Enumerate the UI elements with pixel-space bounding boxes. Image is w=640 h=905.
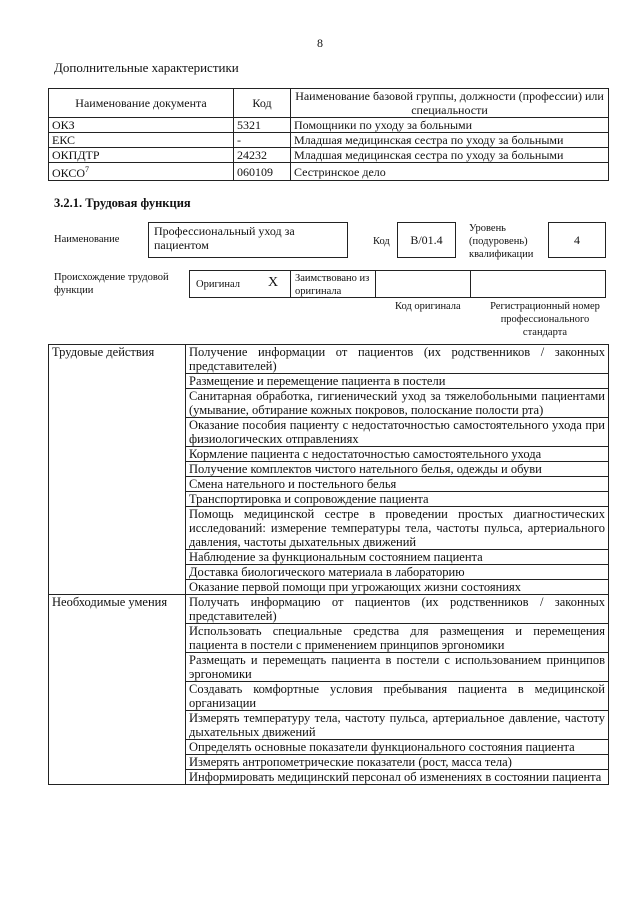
origin-strip bbox=[189, 270, 606, 298]
codes-cell-code: 5321 bbox=[234, 118, 291, 133]
codes-cell-document bbox=[49, 163, 234, 181]
labor-item: Получение информации от пациентов (их родственников / законных представителей) bbox=[186, 345, 609, 374]
labor-row bbox=[49, 595, 609, 624]
page-number: 8 bbox=[317, 36, 323, 50]
borrowed-label: Заимствовано из оригинала bbox=[295, 273, 370, 297]
function-title: 3.2.1. Трудовая функция bbox=[54, 196, 191, 210]
section-title: Дополнительные характеристики bbox=[54, 60, 239, 75]
codes-header-document: Наименование документа bbox=[49, 89, 234, 118]
reg-number-caption: Регистрационный номер профессионального стандарта bbox=[490, 301, 600, 338]
name-label: Наименование bbox=[54, 234, 120, 245]
codes-cell-code: 24232 bbox=[234, 148, 291, 163]
code-label: Код bbox=[373, 236, 390, 247]
labor-item: Измерять антропометрические показатели (рост, масса тела) bbox=[186, 755, 609, 770]
labor-item: Транспортировка и сопровождение пациента bbox=[186, 492, 609, 507]
name-box bbox=[148, 222, 348, 258]
origin-divider bbox=[375, 270, 376, 298]
codes-header-code: Код bbox=[234, 89, 291, 118]
labor-item: Оказание первой помощи при угрожающих жизни состояниях bbox=[186, 580, 609, 595]
labor-item: Использовать специальные средства для размещения и перемещения пациента в постели с применением принципов эргономики bbox=[186, 624, 609, 653]
labor-item: Смена нательного и постельного белья bbox=[186, 477, 609, 492]
codes-header-group: Наименование базовой группы, должности (профессии) или специальности bbox=[291, 89, 609, 118]
codes-cell-group: Помощники по уходу за больными bbox=[291, 118, 609, 133]
labor-item: Определять основные показатели функционального состояния пациента bbox=[186, 740, 609, 755]
level-box bbox=[548, 222, 606, 258]
okso-label: ОКСО bbox=[52, 166, 86, 180]
labor-item: Получение комплектов чистого нательного белья, одежды и обуви bbox=[186, 462, 609, 477]
codes-table bbox=[48, 88, 609, 181]
codes-row bbox=[49, 133, 609, 148]
group-heading: Трудовые действия bbox=[49, 345, 186, 595]
codes-cell-document: ЕКС bbox=[49, 133, 234, 148]
codes-cell-code: - bbox=[234, 133, 291, 148]
labor-table bbox=[48, 344, 609, 785]
labor-item: Санитарная обработка, гигиенический уход за тяжелобольными пациентами (умывание, обтирание кожных покровов, полоскание полости рта) bbox=[186, 389, 609, 418]
labor-item: Наблюдение за функциональным состоянием пациента bbox=[186, 550, 609, 565]
labor-item: Информировать медицинский персонал об изменениях в состоянии пациента bbox=[186, 770, 609, 785]
labor-item: Создавать комфортные условия пребывания пациента в медицинской организации bbox=[186, 682, 609, 711]
labor-item: Кормление пациента с недостаточностью самостоятельного ухода bbox=[186, 447, 609, 462]
codes-cell-group: Младшая медицинская сестра по уходу за больными bbox=[291, 148, 609, 163]
origin-divider bbox=[290, 270, 291, 298]
labor-item: Получать информацию от пациентов (их родственников / законных представителей) bbox=[186, 595, 609, 624]
labor-item: Оказание пособия пациенту с недостаточностью самостоятельного ухода при физиологических отправлениях bbox=[186, 418, 609, 447]
okso-footnote: 7 bbox=[85, 165, 90, 174]
codes-cell-document: ОКЗ bbox=[49, 118, 234, 133]
labor-item: Доставка биологического материала в лабораторию bbox=[186, 565, 609, 580]
codes-cell-group: Младшая медицинская сестра по уходу за больными bbox=[291, 133, 609, 148]
codes-row bbox=[49, 148, 609, 163]
original-label: Оригинал bbox=[196, 279, 240, 290]
original-code-caption: Код оригинала bbox=[395, 301, 461, 312]
codes-row bbox=[49, 118, 609, 133]
level-label: Уровень (подуровень) квалификации bbox=[469, 223, 534, 260]
labor-item: Помощь медицинской сестре в проведении простых диагностических исследований: измерение температуры тела, частоты пульса, артериального давления, частоты дыхательных движений bbox=[186, 507, 609, 550]
origin-divider bbox=[470, 270, 471, 298]
original-mark: X bbox=[268, 275, 279, 290]
group-heading: Необходимые умения bbox=[49, 595, 186, 785]
codes-row bbox=[49, 163, 609, 181]
labor-item: Измерять температуру тела, частоту пульса, артериальное давление, частоту дыхательных движений bbox=[186, 711, 609, 740]
labor-item: Размещение и перемещение пациента в постели bbox=[186, 374, 609, 389]
code-box bbox=[397, 222, 456, 258]
codes-cell-document: ОКПДТР bbox=[49, 148, 234, 163]
codes-header-row bbox=[49, 89, 609, 118]
origin-label: Происхождение трудовой функции bbox=[54, 272, 169, 296]
labor-row bbox=[49, 345, 609, 374]
level-value: 4 bbox=[574, 233, 580, 247]
labor-item: Размещать и перемещать пациента в постели с использованием принципов эргономики bbox=[186, 653, 609, 682]
name-value: Профессиональный уход за пациентом bbox=[154, 224, 295, 252]
codes-cell-code: 060109 bbox=[234, 163, 291, 181]
codes-cell-group: Сестринское дело bbox=[291, 163, 609, 181]
code-value: B/01.4 bbox=[410, 233, 443, 247]
